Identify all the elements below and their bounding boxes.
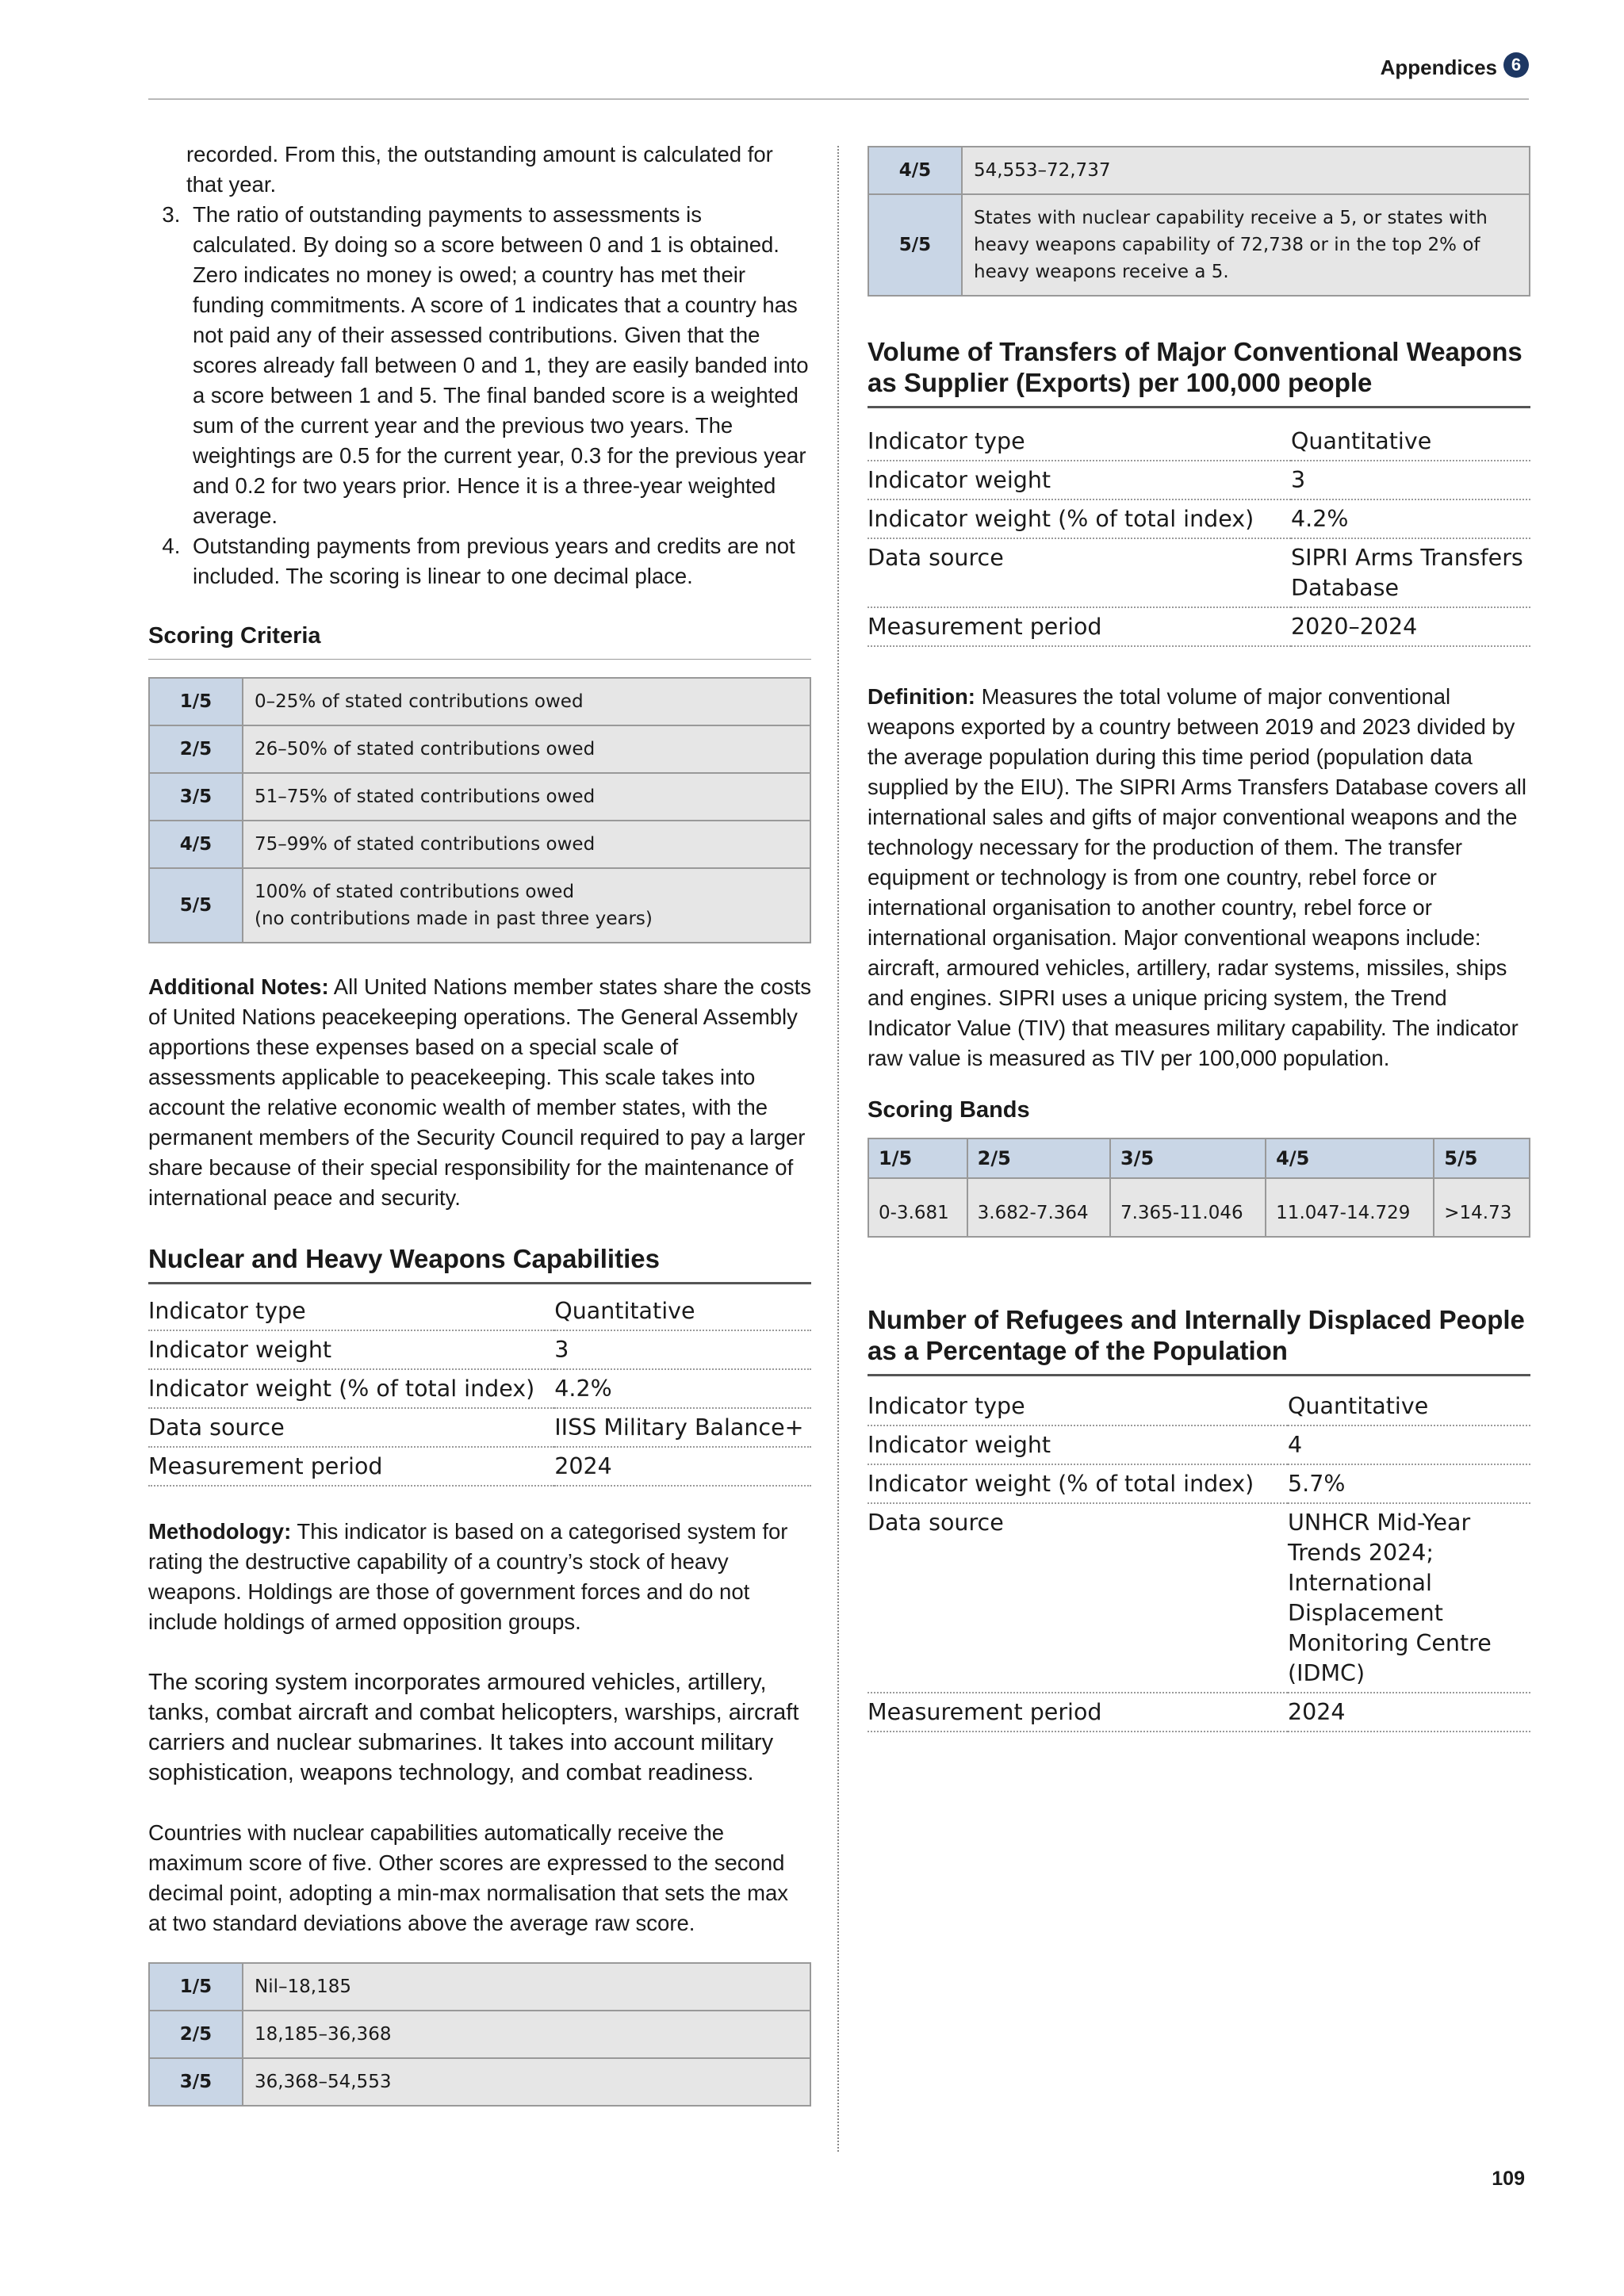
list-item: 3. The ratio of outstanding payments to assessments is calculated. By doing so a score between 0 and 1 is obtained. Zero indicates no money is owed; a country has met their funding commitments. A score of 1 indicates that a country has not paid any of their assessed contributions. Given that the scores already fall between 0 and 1, they are easily banded into a score between 1 and 5. The final banded score is a weighted sum of the current year and the previous two years. The weightings are 0.5 for the current year, 0.3 for the previous year and 0.2 for two years prior. Hence it is a three-year weighted average. xyxy=(186,200,811,531)
table-row xyxy=(148,1447,811,1486)
indicator-value: 2020–2024 xyxy=(1291,607,1530,646)
desc-cell: 51–75% of stated contributions owed xyxy=(243,773,810,821)
list-item: 4. Outstanding payments from previous years and credits are not included. The scoring is linear to one decimal place. xyxy=(186,531,811,591)
score-cell: 5/5 xyxy=(868,194,962,296)
methodology xyxy=(148,1517,811,1637)
column-divider xyxy=(837,146,839,2152)
indicator-key: Indicator type xyxy=(868,1387,1288,1425)
band-header: 1/5 xyxy=(868,1138,967,1178)
indicator-value: Quantitative xyxy=(554,1292,811,1330)
table-row xyxy=(148,1408,811,1447)
nuclear-bands-continued-table xyxy=(868,146,1530,297)
table-row xyxy=(148,1369,811,1408)
desc-line: (no contributions made in past three years) xyxy=(255,909,653,929)
indicator-value: Quantitative xyxy=(1288,1387,1530,1425)
refugees-indicator-table xyxy=(868,1387,1530,1732)
desc-cell: 0–25% of stated contributions owed xyxy=(243,678,810,725)
band-value: >14.73 xyxy=(1434,1178,1530,1237)
score-cell: 5/5 xyxy=(149,868,243,943)
indicator-value: 3 xyxy=(554,1330,811,1369)
indicator-value: 4.2% xyxy=(1291,499,1530,538)
indicator-key: Data source xyxy=(868,538,1291,607)
score-cell: 2/5 xyxy=(149,725,243,773)
table-row xyxy=(148,1292,811,1330)
table-row xyxy=(868,1387,1530,1425)
indicator-key: Indicator weight xyxy=(148,1330,554,1369)
table-row xyxy=(868,1693,1530,1732)
desc-cell: 54,553–72,737 xyxy=(962,147,1530,194)
indicator-value: 4 xyxy=(1288,1425,1530,1464)
score-cell: 3/5 xyxy=(149,773,243,821)
indicator-value: 4.2% xyxy=(554,1369,811,1408)
nuclear-capabilities-paragraph: Countries with nuclear capabilities automatically receive the maximum score of five. Other scores are expressed to the second decimal point, adopting a min-max normalisation that sets the max at two standard deviations above the average raw score. xyxy=(148,1820,789,1935)
table-row xyxy=(868,607,1530,646)
table-row xyxy=(868,1178,1530,1237)
desc-line: 100% of stated contributions owed xyxy=(255,882,575,902)
table-row xyxy=(868,1464,1530,1503)
indicator-key: Data source xyxy=(148,1408,554,1447)
steps-list xyxy=(186,200,811,591)
indicator-key: Indicator weight (% of total index) xyxy=(868,1464,1288,1503)
table-row xyxy=(149,1963,810,2011)
band-value: 0-3.681 xyxy=(868,1178,967,1237)
indicator-key: Indicator weight (% of total index) xyxy=(868,499,1291,538)
indicator-key: Measurement period xyxy=(148,1447,554,1486)
score-cell: 2/5 xyxy=(149,2011,243,2058)
desc-cell: 75–99% of stated contributions owed xyxy=(243,821,810,868)
definition-text: Measures the total volume of major conventional weapons exported by a country between 2019 and 2023 divided by the average population during this time period (population data supplied by the EIU). The SIPRI Arms Transfers Database covers all international sales and gifts of major conventional weapons and the technology necessary for the production of them. The transfer equipment or technology is from one country, rebel force or international organisation to another country, rebel force or international organisation. Major conventional weapons include: aircraft, armoured vehicles, artillery, radar systems, missiles, ships and engines. SIPRI uses a unique pricing system, the Trend Indicator Value (TIV) that measures military capability. The indicator raw value is measured as TIV per 100,000 population. xyxy=(868,684,1526,1070)
score-cell: 4/5 xyxy=(868,147,962,194)
band-header: 3/5 xyxy=(1110,1138,1266,1178)
desc-cell: 26–50% of stated contributions owed xyxy=(243,725,810,773)
scoring-criteria-table xyxy=(148,677,811,943)
scoring-criteria-heading: Scoring Criteria xyxy=(148,623,811,660)
definition-label: Definition: xyxy=(868,684,975,709)
table-row xyxy=(868,538,1530,607)
notes-label: Additional Notes: xyxy=(148,974,329,999)
left-column xyxy=(148,140,811,2107)
table-row xyxy=(868,461,1530,499)
table-row xyxy=(149,868,810,943)
indicator-value: 2024 xyxy=(1288,1693,1530,1732)
desc-cell xyxy=(243,868,810,943)
indicator-value: 3 xyxy=(1291,461,1530,499)
band-value: 3.682-7.364 xyxy=(967,1178,1110,1237)
nuclear-bands-table xyxy=(148,1962,811,2107)
indicator-value: SIPRI Arms Transfers Database xyxy=(1291,538,1530,607)
indicator-value: 2024 xyxy=(554,1447,811,1486)
table-row xyxy=(868,1425,1530,1464)
definition xyxy=(868,682,1530,1073)
transfers-indicator-table xyxy=(868,423,1530,647)
indicator-value: IISS Military Balance+ xyxy=(554,1408,811,1447)
table-row xyxy=(149,2011,810,2058)
table-row xyxy=(149,725,810,773)
table-row xyxy=(149,678,810,725)
methodology-label: Methodology: xyxy=(148,1519,292,1544)
indicator-key: Indicator weight (% of total index) xyxy=(148,1369,554,1408)
indicator-value: UNHCR Mid-Year Trends 2024; International Displacement Monitoring Centre (IDMC) xyxy=(1288,1503,1530,1693)
desc-cell: 36,368–54,553 xyxy=(243,2058,810,2106)
indicator-key: Indicator type xyxy=(148,1292,554,1330)
score-cell: 4/5 xyxy=(149,821,243,868)
intro-continuation: recorded. From this, the outstanding amount is calculated for that year. xyxy=(186,142,773,197)
table-row xyxy=(149,821,810,868)
indicator-value: 5.7% xyxy=(1288,1464,1530,1503)
indicator-key: Measurement period xyxy=(868,1693,1288,1732)
indicator-key: Indicator type xyxy=(868,423,1291,461)
score-cell: 1/5 xyxy=(149,1963,243,2011)
band-header: 5/5 xyxy=(1434,1138,1530,1178)
table-row xyxy=(149,2058,810,2106)
table-row xyxy=(868,499,1530,538)
table-row xyxy=(148,1330,811,1369)
table-row xyxy=(868,1503,1530,1693)
desc-cell: 18,185–36,368 xyxy=(243,2011,810,2058)
chapter-number-badge: 6 xyxy=(1503,52,1529,78)
table-row xyxy=(868,147,1530,194)
band-header: 2/5 xyxy=(967,1138,1110,1178)
right-column xyxy=(868,146,1530,1732)
nuclear-section-title: Nuclear and Heavy Weapons Capabilities xyxy=(148,1243,811,1284)
refugees-section-title: Number of Refugees and Internally Displaced People as a Percentage of the Population xyxy=(868,1304,1530,1376)
indicator-value: Quantitative xyxy=(1291,423,1530,461)
desc-cell: Nil–18,185 xyxy=(243,1963,810,2011)
desc-cell: States with nuclear capability receive a 5, or states with heavy weapons capability of 72,738 or in the top 2% of heavy weapons receive a 5. xyxy=(962,194,1530,296)
table-row xyxy=(149,773,810,821)
scoring-system-paragraph: The scoring system incorporates armoured vehicles, artillery, tanks, combat aircraft and combat helicopters, warships, aircraft carriers and nuclear submarines. It takes into account military sophistication, weapons technology, and combat readiness. xyxy=(148,1670,799,1785)
indicator-key: Indicator weight xyxy=(868,1425,1288,1464)
table-row xyxy=(868,194,1530,296)
score-cell: 3/5 xyxy=(149,2058,243,2106)
band-value: 7.365-11.046 xyxy=(1110,1178,1266,1237)
additional-notes xyxy=(148,972,811,1213)
indicator-key: Indicator weight xyxy=(868,461,1291,499)
band-header: 4/5 xyxy=(1266,1138,1434,1178)
scoring-bands-heading: Scoring Bands xyxy=(868,1097,1030,1123)
section-title-appendices: Appendices xyxy=(1380,55,1497,79)
table-row xyxy=(868,1138,1530,1178)
indicator-key: Measurement period xyxy=(868,607,1291,646)
score-cell: 1/5 xyxy=(149,678,243,725)
indicator-key: Data source xyxy=(868,1503,1288,1693)
methodology-text: This indicator is based on a categorised system for rating the destructive capability of a country’s stock of heavy weapons. Holdings are those of government forces and do not include holdings of armed opposition groups. xyxy=(148,1519,788,1634)
table-row xyxy=(868,423,1530,461)
notes-text: All United Nations member states share the costs of United Nations peacekeeping operations. The General Assembly apportions these expenses based on a special scale of assessments applicable to peacekeeping. This scale takes into account the relative economic wealth of member states, with the permanent members of the Security Council required to pay a larger share because of their special responsibility for the maintenance of international peace and security. xyxy=(148,974,811,1210)
page-header xyxy=(148,49,1529,100)
page-number: 109 xyxy=(1492,2168,1525,2190)
band-value: 11.047-14.729 xyxy=(1266,1178,1434,1237)
scoring-bands-table xyxy=(868,1138,1530,1238)
transfers-section-title: Volume of Transfers of Major Conventional Weapons as Supplier (Exports) per 100,000 people xyxy=(868,336,1530,408)
nuclear-indicator-table xyxy=(148,1292,811,1487)
